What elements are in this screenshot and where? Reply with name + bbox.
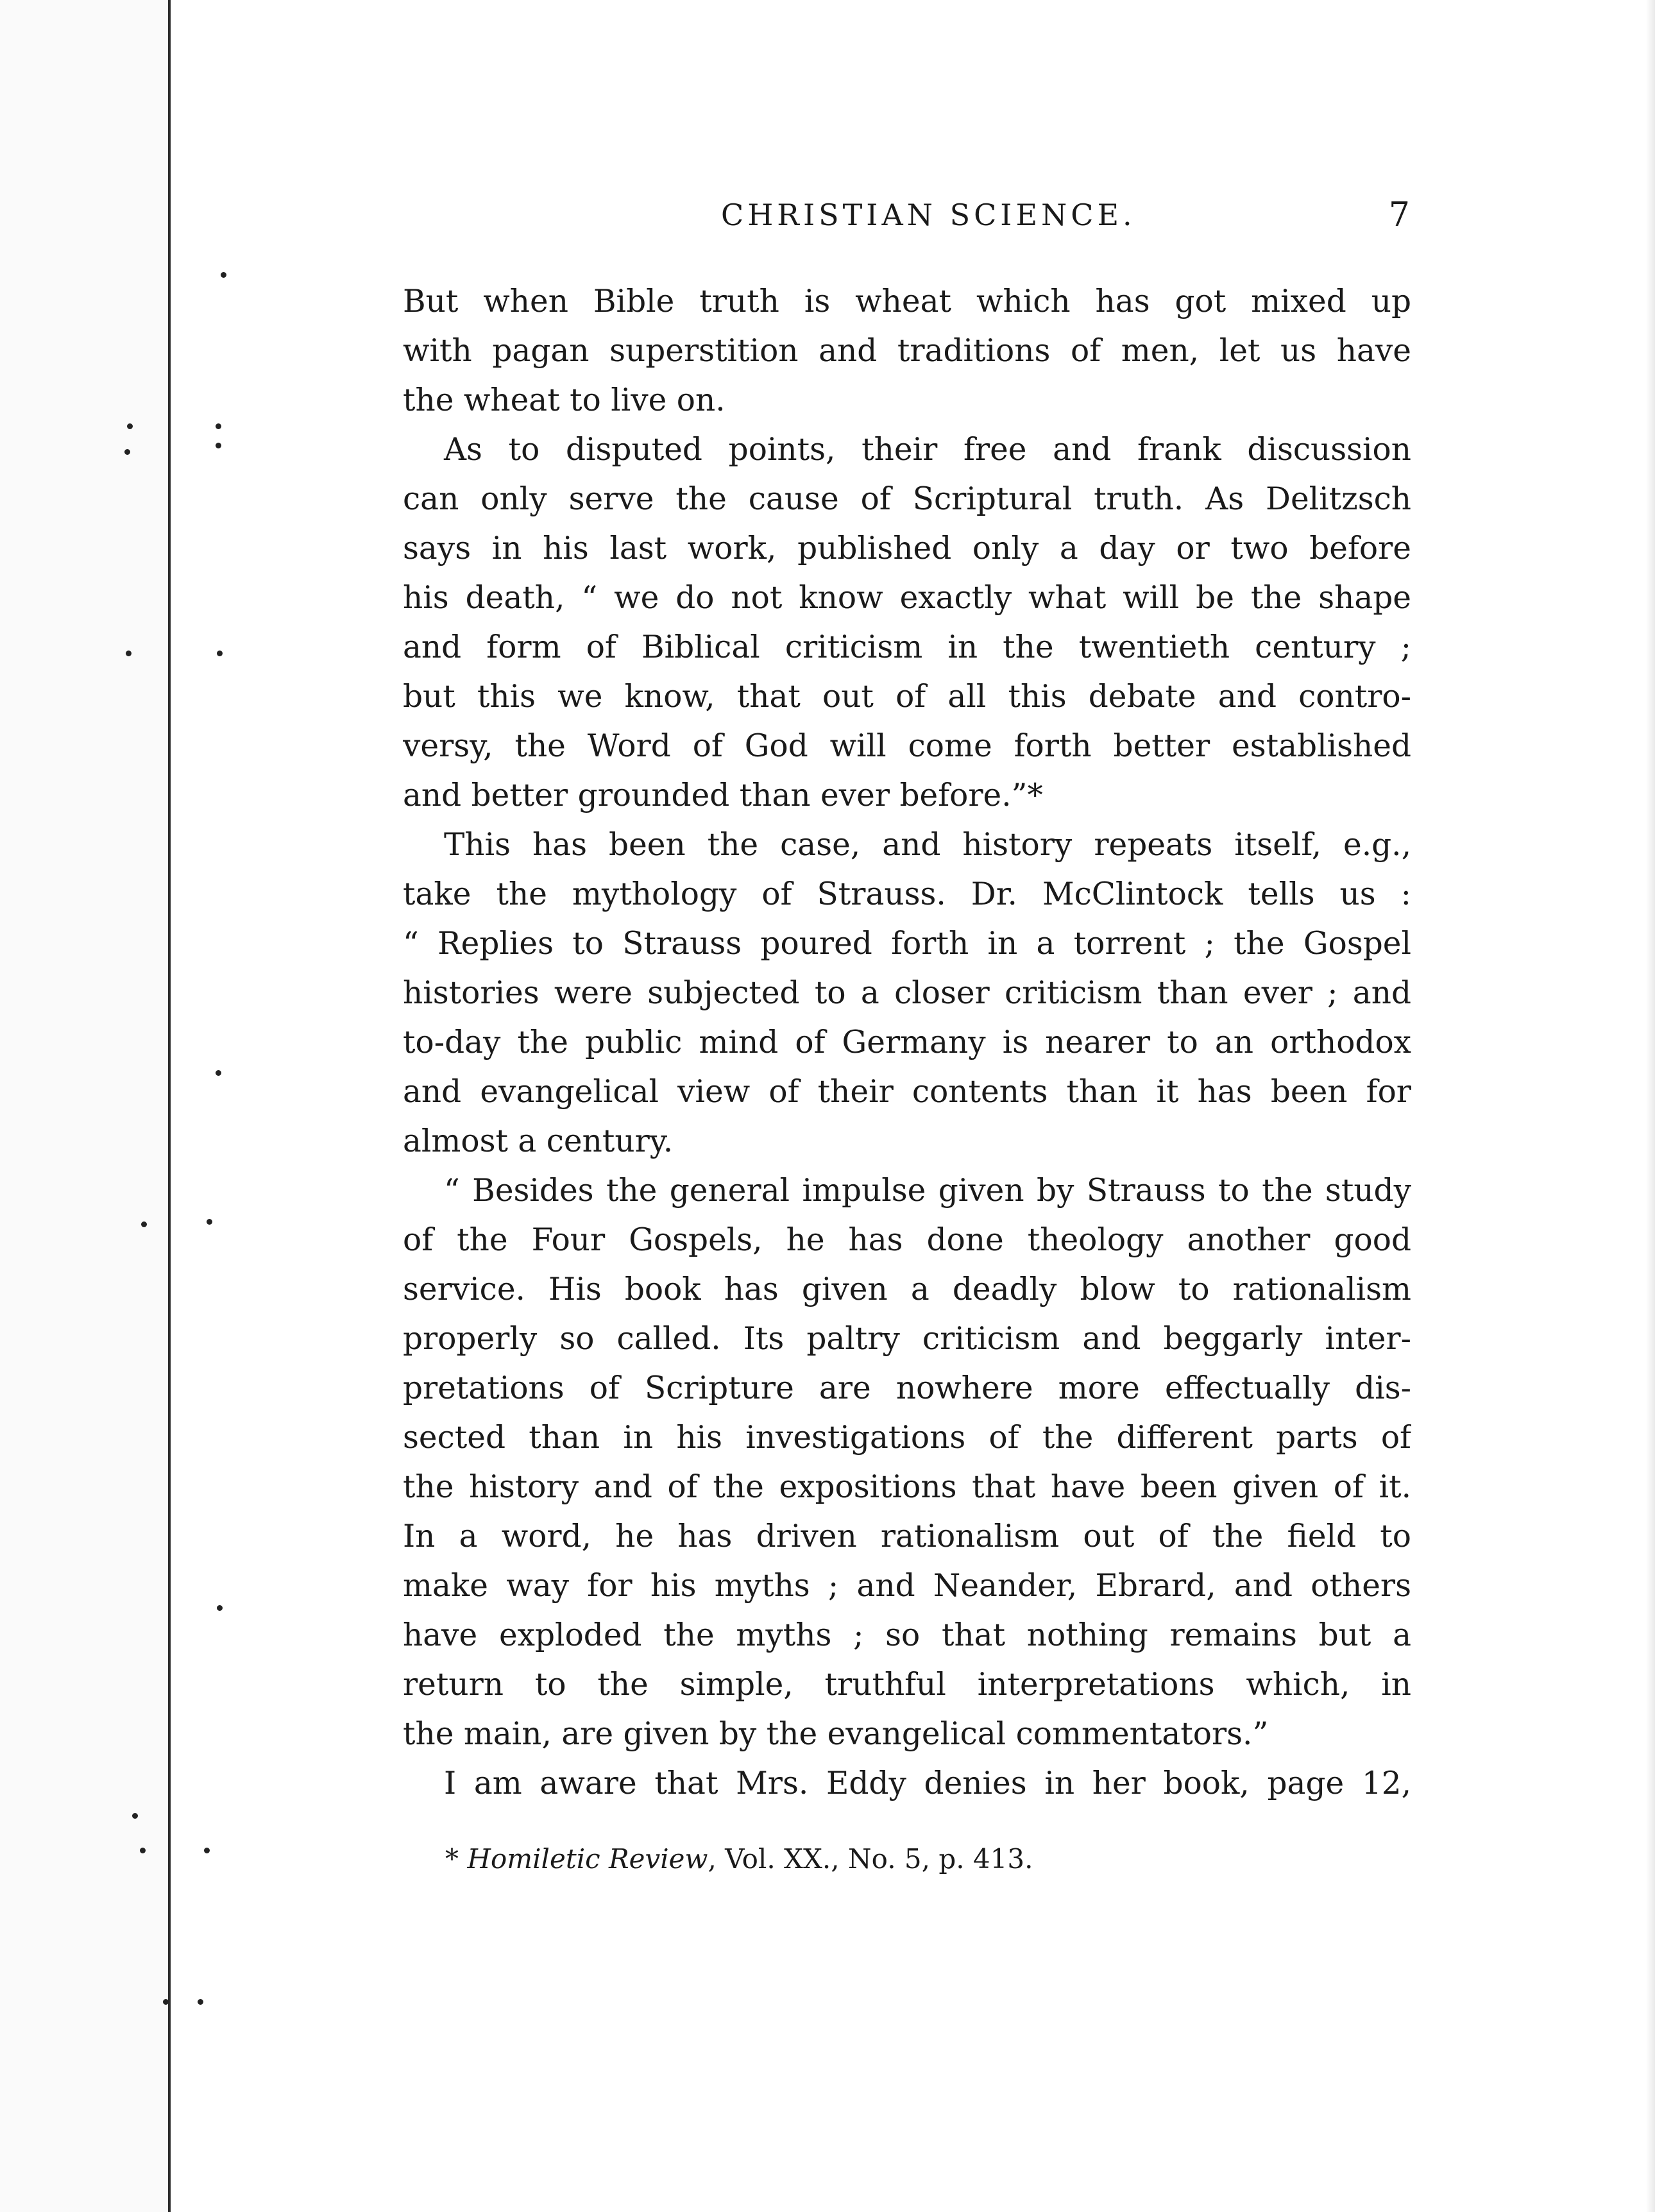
text-line: sected than in his investigations of the different parts of — [403, 1420, 1411, 1456]
text-line: the main, are given by the evangelical commentators.” — [403, 1716, 1269, 1752]
text-line: the history and of the expositions that have been given of it. — [403, 1469, 1411, 1505]
text-line: service. His book has given a deadly blow to rationalism — [403, 1272, 1411, 1307]
scan-speck — [124, 449, 130, 455]
text-line: take the mythology of Strauss. Dr. McClintock tells us : — [403, 876, 1411, 912]
text-line: In a word, he has driven rationalism out of the field to — [403, 1519, 1411, 1554]
text-line: to-day the public mind of Germany is nearer to an orthodox — [403, 1025, 1411, 1060]
text-line: and form of Biblical criticism in the twentieth century ; — [403, 629, 1411, 665]
footnote-source-title: Homiletic Review — [467, 1843, 708, 1875]
page-header — [403, 196, 1410, 234]
scan-speck — [198, 1999, 203, 2005]
text-line: pretations of Scripture are nowhere more effectually dis- — [403, 1370, 1411, 1406]
scan-speck — [221, 272, 226, 278]
text-line: the wheat to live on. — [403, 382, 726, 418]
text-line: his death, “ we do not know exactly what will be the shape — [403, 580, 1411, 616]
footnote — [445, 1840, 1033, 1878]
text-line: But when Bible truth is wheat which has got mixed up — [403, 284, 1411, 319]
body-text — [403, 277, 1411, 1808]
scan-speck — [216, 443, 221, 448]
binding-edge-line — [168, 0, 171, 2212]
scan-speck — [204, 1848, 210, 1853]
text-line: I am aware that Mrs. Eddy denies in her book, page 12, — [444, 1765, 1411, 1801]
scan-speck — [127, 423, 133, 429]
text-line: “ Replies to Strauss poured forth in a torrent ; the Gospel — [403, 926, 1411, 962]
scan-speck — [217, 1605, 223, 1611]
scan-speck — [163, 1999, 169, 2005]
scan-speck — [140, 1848, 146, 1853]
running-title: CHRISTIAN SCIENCE. — [721, 198, 1136, 232]
scan-speck — [141, 1221, 147, 1227]
text-line: make way for his myths ; and Neander, Ebrard, and others — [403, 1568, 1411, 1604]
text-line: can only serve the cause of Scriptural truth. As Delitzsch — [403, 481, 1411, 517]
footnote-citation: , Vol. XX., No. 5, p. 413. — [708, 1843, 1033, 1875]
scan-speck — [217, 651, 223, 656]
footnote-marker: * — [445, 1843, 468, 1875]
text-line: and evangelical view of their contents than it has been for — [403, 1074, 1411, 1110]
gutter-margin — [0, 0, 168, 2212]
text-line: “ Besides the general impulse given by Strauss to the study — [444, 1173, 1411, 1209]
text-line: As to disputed points, their free and frank discussion — [444, 432, 1411, 468]
text-line: with pagan superstition and traditions of men, let us have — [403, 333, 1411, 369]
scan-speck — [216, 1070, 221, 1076]
text-line: properly so called. Its paltry criticism and beggarly inter- — [403, 1321, 1411, 1357]
text-line: but this we know, that out of all this debate and contro- — [403, 679, 1411, 715]
text-line: of the Four Gospels, he has done theology another good — [403, 1222, 1411, 1258]
text-line: says in his last work, published only a day or two before — [403, 531, 1411, 566]
text-line: histories were subjected to a closer criticism than ever ; and — [403, 975, 1411, 1011]
text-line: return to the simple, truthful interpretations which, in — [403, 1667, 1411, 1703]
scan-speck — [216, 423, 221, 429]
scan-speck — [126, 651, 132, 656]
page-number: 7 — [1388, 196, 1410, 234]
scan-speck — [207, 1219, 212, 1225]
text-line: almost a century. — [403, 1123, 674, 1159]
text-line: versy, the Word of God will come forth better established — [403, 728, 1411, 764]
text-line: have exploded the myths ; so that nothing remains but a — [403, 1617, 1411, 1653]
scan-speck — [132, 1813, 138, 1819]
text-line: and better grounded than ever before.”* — [403, 778, 1043, 813]
text-line: This has been the case, and history repeats itself, e.g., — [444, 827, 1411, 863]
page-edge-shadow — [1646, 0, 1655, 2212]
